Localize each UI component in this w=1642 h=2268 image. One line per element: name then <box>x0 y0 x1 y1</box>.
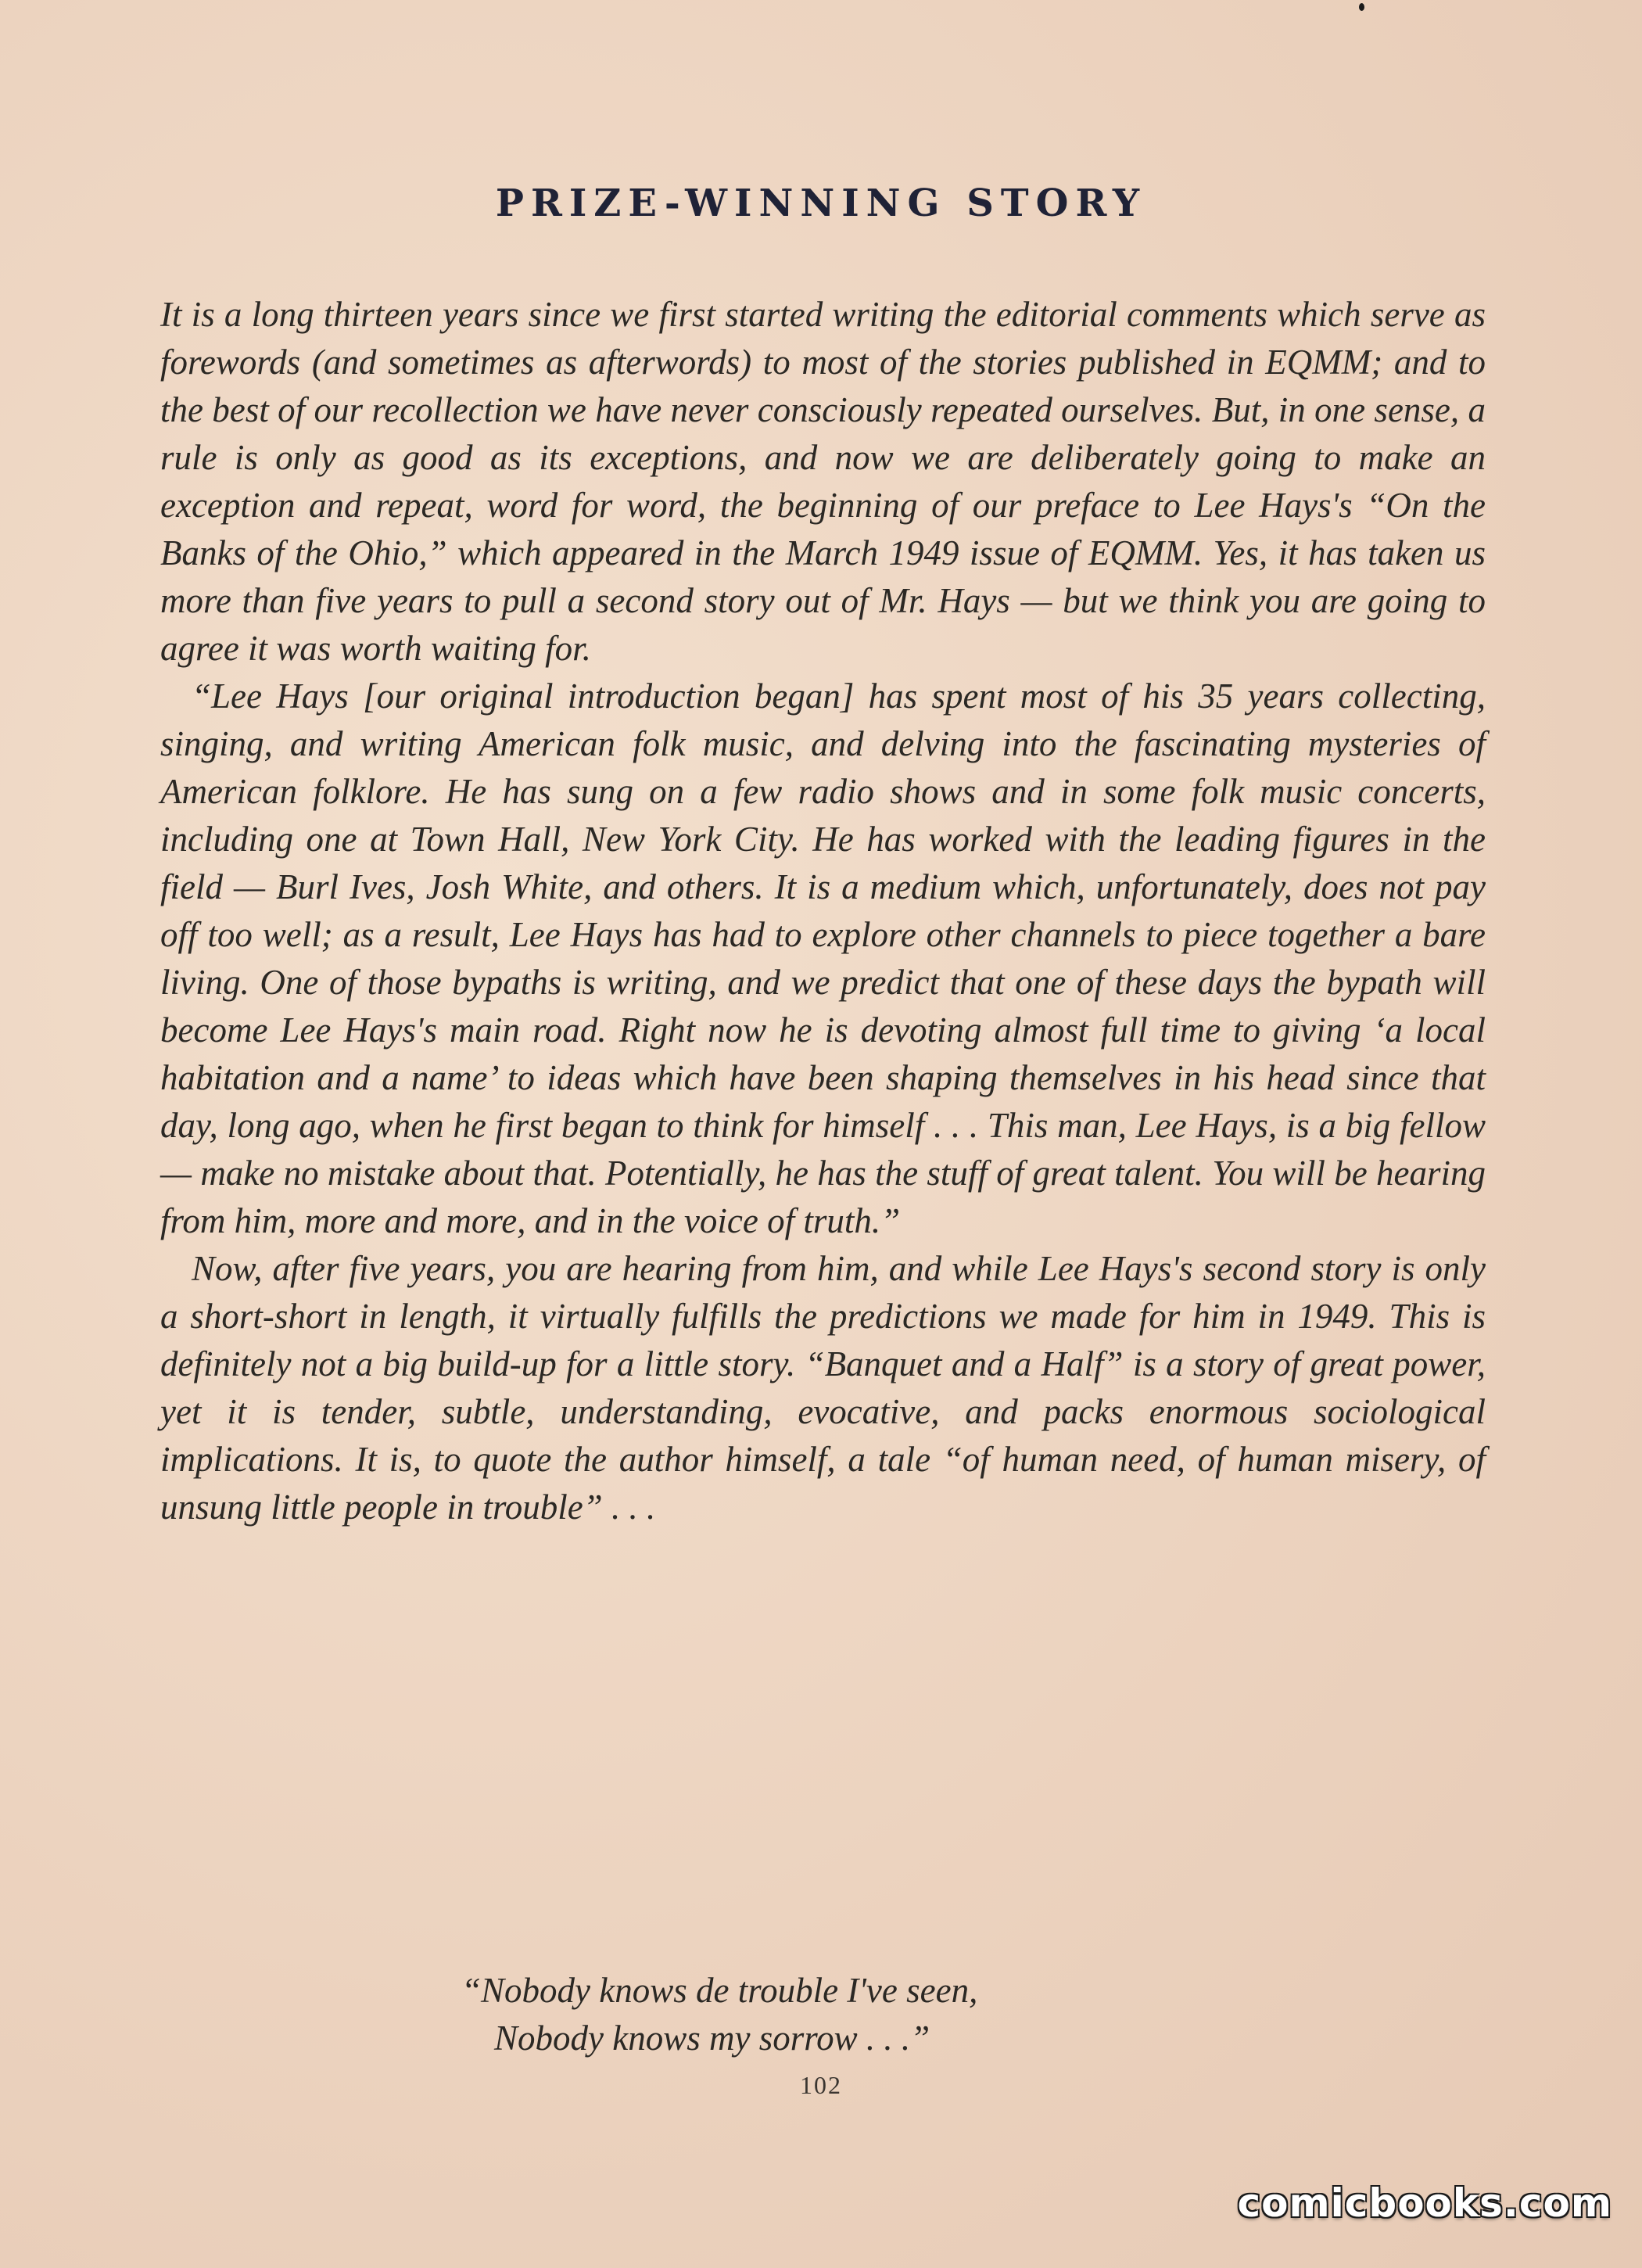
page-number: 102 <box>800 2071 842 2099</box>
verse-line-2: Nobody knows my sorrow . . .” <box>494 2019 930 2058</box>
ink-speck <box>1359 3 1364 11</box>
intro-paragraph-3: Now, after five years, you are hearing from him, and while Lee Hays's second story is only a short-short in length, it virtually fulfills the predictions we made for him in 1949. This is definitely not a big build-up for a little story. “Banquet and a Half” is a story of great power, yet it is tender, subtle, understanding, evocative, and packs enormous sociological implications. It is, to quote the author himself, a tale “of human need, of human misery, of unsung little people in trouble” . . . <box>160 1249 1486 1527</box>
verse-line-1: “Nobody knows de trouble I've seen, <box>461 1971 978 2010</box>
editorial-introduction <box>160 291 1486 1531</box>
page-heading: PRIZE-WINNING STORY <box>495 181 1147 225</box>
verse-quote <box>461 1967 977 2062</box>
intro-paragraph-1: It is a long thirteen years since we first started writing the editorial comments which serve as forewords (and sometimes as afterwords) to most of the stories published in EQMM; and to the best of our recollection we have never consciously repeated ourselves. But, in one sense, a rule is only as good as its exceptions, and now we are deliberately going to make an exception and repeat, word for word, the beginning of our preface to Lee Hays's “On the Banks of the Ohio,” which appeared in the March 1949 issue of EQMM. Yes, it has taken us more than five years to pull a second story out of Mr. Hays — but we think you are going to agree it was worth waiting for. <box>160 295 1486 668</box>
site-watermark: comicbooks.com <box>1237 2180 1612 2226</box>
intro-paragraph-2: “Lee Hays [our original introduction began] has spent most of his 35 years collecting, singing, and writing American folk music, and delving into the fascinating mysteries of American folklore. He has sung on a few radio shows and in some folk music concerts, including one at Town Hall, New York City. He has worked with the leading figures in the field — Burl Ives, Josh White, and others. It is a medium which, unfortunately, does not pay off too well; as a result, Lee Hays has had to explore other channels to piece together a bare living. One of those bypaths is writing, and we predict that one of these days the bypath will become Lee Hays's main road. Right now he is devoting almost full time to giving ‘a local habitation and a name’ to ideas which have been shaping themselves in his head since that day, long ago, when he first began to think for himself . . . This man, Lee Hays, is a big fellow — make no mistake about that. Potentially, he has the stuff of great talent. You will be hearing from him, more and more, and in the voice of truth.” <box>160 676 1486 1240</box>
